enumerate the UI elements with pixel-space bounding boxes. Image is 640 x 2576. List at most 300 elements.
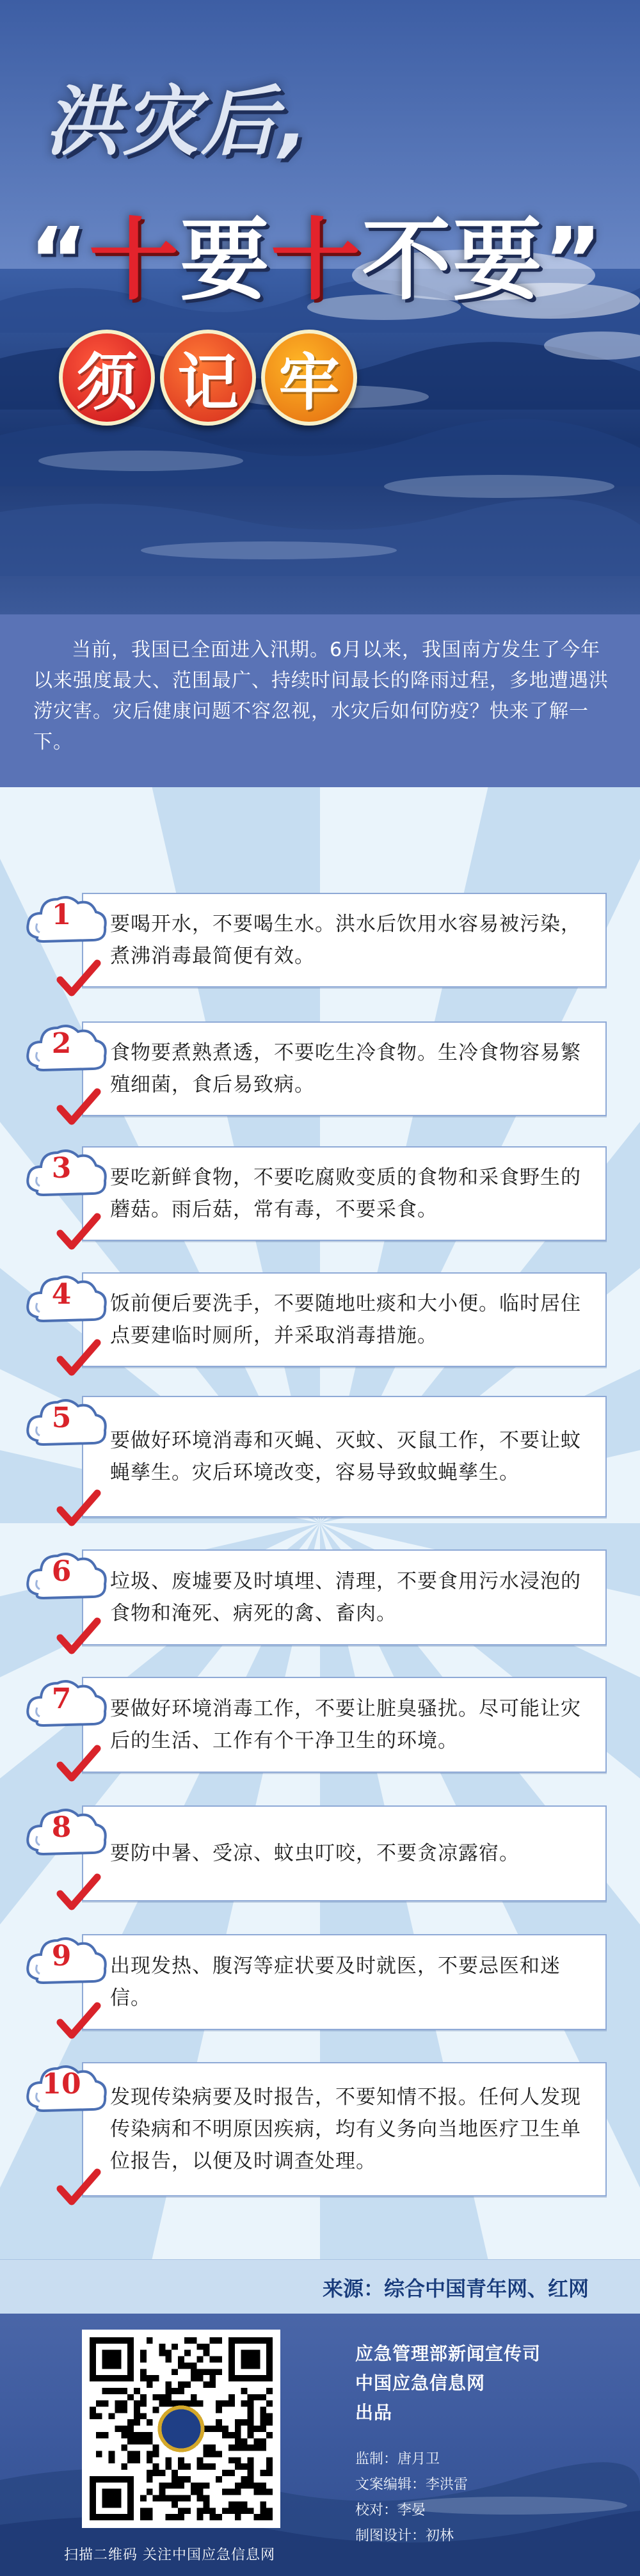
qr-module xyxy=(209,2375,216,2381)
qr-module xyxy=(248,2470,254,2476)
qr-module xyxy=(121,2432,127,2438)
tip-item xyxy=(24,1021,607,1116)
hero-buyao: 不要 xyxy=(362,209,544,313)
qr-module xyxy=(102,2489,122,2508)
tip-text: 垃圾、废墟要及时填埋、清理，不要食用污水浸泡的食物和淹死、病死的禽、畜肉。 xyxy=(110,1570,581,1625)
publisher-line3: 出品 xyxy=(355,2402,393,2423)
qr-module xyxy=(172,2501,178,2508)
qr-module xyxy=(235,2426,241,2432)
qr-module xyxy=(184,2362,191,2369)
qr-module xyxy=(266,2401,273,2407)
qr-module xyxy=(235,2457,241,2463)
qr-module xyxy=(147,2438,153,2445)
qr-module xyxy=(235,2483,241,2489)
qr-module xyxy=(165,2495,172,2502)
qr-module xyxy=(184,2350,191,2356)
qr-module xyxy=(147,2514,153,2520)
qr-module xyxy=(197,2495,204,2502)
qr-module xyxy=(147,2476,153,2483)
qr-module xyxy=(228,2432,235,2438)
intro-section xyxy=(0,614,640,787)
credits-list xyxy=(355,2447,541,2549)
tip-panel xyxy=(82,1677,607,1773)
tip-panel xyxy=(82,1021,607,1116)
qr-module xyxy=(241,2445,248,2451)
qr-module xyxy=(266,2514,273,2520)
qr-module xyxy=(159,2470,165,2476)
credit-supervisor: 监制：唐月卫 xyxy=(355,2451,440,2467)
qr-module xyxy=(260,2413,266,2419)
tip-item xyxy=(24,893,607,988)
qr-code-image xyxy=(90,2337,273,2520)
qr-module xyxy=(172,2476,178,2483)
badge-ji: 记 xyxy=(160,330,256,426)
qr-module xyxy=(102,2350,122,2369)
qr-module xyxy=(102,2401,109,2407)
qr-module xyxy=(165,2463,172,2470)
qr-module xyxy=(222,2470,228,2476)
qr-module xyxy=(260,2501,266,2508)
qr-module xyxy=(127,2419,134,2426)
publisher-line2: 中国应急信息网 xyxy=(355,2372,486,2394)
credit-proofreader: 校对：李晏 xyxy=(355,2502,426,2518)
qr-module xyxy=(253,2514,260,2520)
qr-module xyxy=(209,2356,216,2363)
checkmark-icon xyxy=(56,1489,101,1528)
qr-module xyxy=(165,2350,172,2356)
qr-module xyxy=(228,2394,235,2401)
qr-module xyxy=(184,2337,191,2344)
qr-module xyxy=(204,2381,210,2388)
qr-module xyxy=(204,2451,210,2458)
qr-module xyxy=(178,2508,184,2514)
qr-module xyxy=(228,2508,235,2514)
qr-module xyxy=(197,2369,204,2375)
qr-module xyxy=(121,2463,127,2470)
qr-module xyxy=(153,2470,159,2476)
qr-module xyxy=(216,2406,222,2413)
qr-module xyxy=(184,2476,191,2483)
qr-module xyxy=(260,2489,266,2495)
qr-module xyxy=(209,2381,216,2388)
tip-text: 要防中暑、受凉、蚊虫叮咬，不要贪凉露宿。 xyxy=(110,1842,520,1865)
qr-emblem-icon xyxy=(159,2407,202,2450)
qr-module xyxy=(209,2514,216,2520)
qr-module xyxy=(241,2438,248,2445)
qr-module xyxy=(115,2426,121,2432)
footer xyxy=(0,2314,640,2576)
hero-ten-b: 十 xyxy=(271,209,362,313)
qr-module xyxy=(127,2426,134,2432)
tip-number: 2 xyxy=(51,1027,72,1060)
tip-panel xyxy=(82,1805,607,1901)
qr-module xyxy=(147,2375,153,2381)
qr-module xyxy=(172,2344,178,2350)
qr-module xyxy=(197,2375,204,2381)
qr-module xyxy=(96,2413,102,2419)
qr-module xyxy=(159,2350,165,2356)
qr-module xyxy=(178,2381,184,2388)
qr-module xyxy=(260,2508,266,2514)
tip-text: 发现传染病要及时报告，不要知情不报。任何人发现传染病和不明原因疾病，均有义务向当地医疗卫生单位报告，以便及时调查处理。 xyxy=(110,2086,581,2173)
qr-module xyxy=(178,2476,184,2483)
qr-code[interactable] xyxy=(82,2330,280,2528)
checkmark-icon xyxy=(56,2168,101,2207)
qr-module xyxy=(260,2483,266,2489)
hero-title-line1: 洪灾后, xyxy=(45,77,310,166)
qr-module xyxy=(248,2508,254,2514)
qr-module xyxy=(266,2457,273,2463)
hero-title-line2 xyxy=(29,189,604,317)
qr-module xyxy=(178,2514,184,2520)
checkmark-icon xyxy=(56,1213,101,1251)
qr-module xyxy=(248,2432,254,2438)
qr-module xyxy=(197,2483,204,2489)
qr-module xyxy=(248,2476,254,2483)
qr-module xyxy=(178,2388,184,2394)
badge-lao: 牢 xyxy=(261,330,357,426)
hero-yao: 要 xyxy=(180,209,271,313)
qr-module xyxy=(216,2419,222,2426)
qr-module xyxy=(235,2419,241,2426)
qr-module xyxy=(191,2375,197,2381)
qr-module xyxy=(216,2369,222,2375)
qr-module xyxy=(134,2406,140,2413)
qr-module xyxy=(184,2401,191,2407)
qr-module xyxy=(127,2451,134,2458)
qr-module xyxy=(235,2489,241,2495)
checkmark-icon xyxy=(56,1873,101,1912)
tip-number: 6 xyxy=(51,1555,72,1588)
checkmark-icon xyxy=(56,1088,101,1126)
qr-module xyxy=(228,2401,235,2407)
qr-module xyxy=(153,2463,159,2470)
qr-module xyxy=(209,2451,216,2458)
qr-module xyxy=(178,2356,184,2363)
tip-panel xyxy=(82,893,607,988)
tip-text: 出现发热、腹泻等症状要及时就医，不要忌医和迷信。 xyxy=(110,1955,561,2010)
qr-module xyxy=(248,2413,254,2419)
qr-module xyxy=(115,2401,121,2407)
qr-module xyxy=(266,2508,273,2514)
credit-editor: 文案编辑：李洪雷 xyxy=(355,2477,468,2493)
qr-module xyxy=(248,2394,254,2401)
tip-panel xyxy=(82,1272,607,1367)
qr-module xyxy=(109,2388,115,2394)
qr-module xyxy=(172,2369,178,2375)
qr-caption: 扫描二维码 关注中国应急信息网 xyxy=(64,2547,275,2563)
qr-module xyxy=(172,2495,178,2502)
tip-text: 要吃新鲜食物，不要吃腐败变质的食物和采食野生的蘑菇。雨后菇，常有毒，不要采食。 xyxy=(110,1166,581,1221)
qr-module xyxy=(241,2388,248,2394)
qr-module xyxy=(204,2495,210,2502)
qr-module xyxy=(204,2344,210,2350)
hero-quote-open: “ xyxy=(29,209,90,313)
qr-module xyxy=(96,2432,102,2438)
qr-module xyxy=(248,2401,254,2407)
checkmark-icon xyxy=(56,2002,101,2040)
qr-module xyxy=(253,2445,260,2451)
qr-module xyxy=(197,2508,204,2514)
qr-module xyxy=(147,2508,153,2514)
qr-module xyxy=(253,2394,260,2401)
qr-module xyxy=(253,2426,260,2432)
qr-module xyxy=(253,2438,260,2445)
qr-module xyxy=(159,2489,165,2495)
qr-module xyxy=(121,2401,127,2407)
qr-module xyxy=(134,2457,140,2463)
tip-number: 9 xyxy=(51,1939,72,1972)
qr-module xyxy=(260,2514,266,2520)
credit-designer: 制图设计：初林 xyxy=(355,2528,454,2544)
qr-module xyxy=(159,2483,165,2489)
qr-module xyxy=(159,2394,165,2401)
qr-module xyxy=(197,2489,204,2495)
tip-panel xyxy=(82,1549,607,1645)
hero-badges xyxy=(59,330,357,426)
qr-module xyxy=(241,2350,260,2369)
qr-module xyxy=(134,2432,140,2438)
qr-module xyxy=(260,2426,266,2432)
qr-module xyxy=(248,2406,254,2413)
qr-module xyxy=(216,2337,222,2344)
qr-module xyxy=(140,2394,147,2401)
qr-module xyxy=(241,2476,248,2483)
qr-module xyxy=(204,2445,210,2451)
tip-text: 饭前便后要洗手，不要随地吐痰和大小便。临时居住点要建临时厕所，并采取消毒措施。 xyxy=(110,1292,581,1347)
qr-module xyxy=(165,2388,172,2394)
qr-module xyxy=(153,2451,159,2458)
qr-module xyxy=(248,2457,254,2463)
hero-ten-a: 十 xyxy=(89,209,180,313)
qr-module xyxy=(197,2463,204,2470)
tip-text: 要做好环境消毒和灭蝇、灭蚊、灭鼠工作，不要让蚊蝇孳生。灾后环境改变，容易导致蚊蝇孳生。 xyxy=(110,1429,581,1484)
qr-module xyxy=(222,2426,228,2432)
qr-module xyxy=(102,2432,109,2438)
qr-module xyxy=(184,2495,191,2502)
qr-module xyxy=(127,2457,134,2463)
qr-module xyxy=(266,2489,273,2495)
qr-module xyxy=(260,2394,266,2401)
qr-module xyxy=(266,2388,273,2394)
qr-module xyxy=(216,2476,222,2483)
qr-module xyxy=(204,2350,210,2356)
qr-module xyxy=(165,2514,172,2520)
qr-module xyxy=(191,2401,197,2407)
qr-module xyxy=(209,2426,216,2432)
qr-module xyxy=(140,2401,147,2407)
qr-module xyxy=(235,2501,241,2508)
tip-panel xyxy=(82,2062,607,2196)
qr-module xyxy=(178,2483,184,2489)
qr-module xyxy=(147,2381,153,2388)
qr-module xyxy=(248,2445,254,2451)
qr-module xyxy=(153,2375,159,2381)
qr-module xyxy=(172,2483,178,2489)
badge-xu: 须 xyxy=(59,330,155,426)
qr-module xyxy=(172,2470,178,2476)
qr-module xyxy=(165,2381,172,2388)
checkmark-icon xyxy=(56,1617,101,1656)
qr-module xyxy=(209,2369,216,2375)
publisher-line1: 应急管理部新闻宣传司 xyxy=(355,2343,541,2364)
qr-module xyxy=(235,2514,241,2520)
qr-module xyxy=(147,2432,153,2438)
qr-module xyxy=(121,2445,127,2451)
qr-module xyxy=(266,2470,273,2476)
qr-module xyxy=(228,2501,235,2508)
qr-module xyxy=(191,2483,197,2489)
qr-module xyxy=(216,2451,222,2458)
qr-module xyxy=(191,2362,197,2369)
qr-module xyxy=(241,2463,248,2470)
qr-module xyxy=(178,2463,184,2470)
qr-module xyxy=(165,2356,172,2363)
qr-module xyxy=(204,2369,210,2375)
qr-module xyxy=(248,2426,254,2432)
qr-module xyxy=(178,2457,184,2463)
checkmark-icon xyxy=(56,959,101,998)
qr-module xyxy=(228,2489,235,2495)
tip-text: 食物要煮熟煮透，不要吃生冷食物。生冷食物容易繁殖细菌，食后易致病。 xyxy=(110,1041,581,1096)
qr-module xyxy=(266,2463,273,2470)
qr-module xyxy=(140,2432,147,2438)
source-text: 来源：综合中国青年网、红网 xyxy=(322,2276,589,2301)
qr-module xyxy=(216,2426,222,2432)
qr-module xyxy=(184,2508,191,2514)
qr-module xyxy=(115,2388,121,2394)
qr-module xyxy=(241,2508,248,2514)
tip-number: 8 xyxy=(51,1811,72,1844)
qr-module xyxy=(204,2463,210,2470)
qr-module xyxy=(121,2406,127,2413)
tip-number: 10 xyxy=(42,2067,81,2100)
qr-module xyxy=(165,2394,172,2401)
qr-module xyxy=(184,2381,191,2388)
publisher-block xyxy=(355,2339,541,2549)
qr-module xyxy=(197,2401,204,2407)
qr-module xyxy=(248,2419,254,2426)
hero-banner xyxy=(0,0,640,614)
qr-module xyxy=(260,2445,266,2451)
qr-module xyxy=(96,2401,102,2407)
tip-text: 要做好环境消毒工作，不要让脏臭骚扰。尽可能让灾后的生活、工作有个干净卫生的环境。 xyxy=(110,1697,581,1752)
qr-module xyxy=(96,2451,102,2458)
qr-module xyxy=(102,2388,109,2394)
qr-module xyxy=(147,2489,153,2495)
hero-quote-close: ” xyxy=(543,209,604,313)
qr-module xyxy=(222,2432,228,2438)
tip-panel xyxy=(82,1146,607,1241)
qr-module xyxy=(184,2463,191,2470)
qr-module xyxy=(147,2451,153,2458)
source-bar xyxy=(0,2259,640,2314)
qr-module xyxy=(204,2508,210,2514)
qr-module xyxy=(134,2413,140,2419)
qr-module xyxy=(266,2432,273,2438)
qr-module xyxy=(260,2470,266,2476)
intro-text: 当前，我国已全面进入汛期。6月以来，我国南方发生了今年以来强度最大、范围最广、持续时间最长的降雨过程，多地遭遇洪涝灾害。灾后健康问题不容忽视，水灾后如何防疫？快来了解一下。 xyxy=(33,639,609,753)
qr-module xyxy=(165,2401,172,2407)
qr-module xyxy=(204,2483,210,2489)
qr-module xyxy=(222,2401,228,2407)
tip-item xyxy=(24,1934,607,2030)
qr-module xyxy=(140,2413,147,2419)
tip-item xyxy=(24,1805,607,1901)
qr-module xyxy=(147,2470,153,2476)
qr-module xyxy=(209,2508,216,2514)
qr-module xyxy=(140,2350,147,2356)
qr-module xyxy=(235,2445,241,2451)
qr-module xyxy=(228,2457,235,2463)
qr-module xyxy=(153,2406,159,2413)
qr-module xyxy=(90,2413,96,2419)
qr-module xyxy=(209,2337,216,2344)
qr-module xyxy=(147,2337,153,2344)
qr-module xyxy=(228,2470,235,2476)
qr-module xyxy=(178,2362,184,2369)
qr-module xyxy=(266,2413,273,2419)
qr-module xyxy=(109,2451,115,2458)
qr-module xyxy=(109,2457,115,2463)
qr-module xyxy=(140,2495,147,2502)
qr-module xyxy=(241,2483,248,2489)
qr-module xyxy=(197,2514,204,2520)
qr-module xyxy=(134,2401,140,2407)
qr-module xyxy=(191,2394,197,2401)
tip-item xyxy=(24,1396,607,1517)
qr-module xyxy=(159,2401,165,2407)
qr-module xyxy=(140,2356,147,2363)
qr-module xyxy=(197,2356,204,2363)
qr-module xyxy=(140,2514,147,2520)
qr-module xyxy=(216,2356,222,2363)
checkmark-icon xyxy=(56,1745,101,1783)
qr-module xyxy=(191,2337,197,2344)
tip-item xyxy=(24,1272,607,1367)
qr-module xyxy=(248,2483,254,2489)
qr-module xyxy=(127,2438,134,2445)
qr-module xyxy=(222,2508,228,2514)
tip-number: 7 xyxy=(51,1682,72,1715)
qr-module xyxy=(127,2394,134,2401)
qr-module xyxy=(147,2457,153,2463)
qr-module xyxy=(140,2369,147,2375)
qr-module xyxy=(121,2426,127,2432)
qr-module xyxy=(153,2445,159,2451)
qr-module xyxy=(140,2375,147,2381)
tip-item xyxy=(24,1146,607,1241)
qr-module xyxy=(147,2419,153,2426)
qr-module xyxy=(260,2419,266,2426)
qr-module xyxy=(159,2495,165,2502)
tip-panel xyxy=(82,1396,607,1517)
qr-module xyxy=(209,2445,216,2451)
qr-module xyxy=(260,2438,266,2445)
qr-module xyxy=(153,2495,159,2502)
qr-module xyxy=(260,2406,266,2413)
qr-module xyxy=(191,2369,197,2375)
tip-text: 要喝开水，不要喝生水。洪水后饮用水容易被污染，煮沸消毒最简便有效。 xyxy=(110,913,581,968)
qr-module xyxy=(165,2457,172,2463)
qr-module xyxy=(134,2388,140,2394)
qr-module xyxy=(115,2406,121,2413)
qr-module xyxy=(134,2419,140,2426)
qr-module xyxy=(140,2438,147,2445)
tip-number: 4 xyxy=(51,1277,72,1311)
tip-panel xyxy=(82,1934,607,2030)
qr-module xyxy=(197,2457,204,2463)
